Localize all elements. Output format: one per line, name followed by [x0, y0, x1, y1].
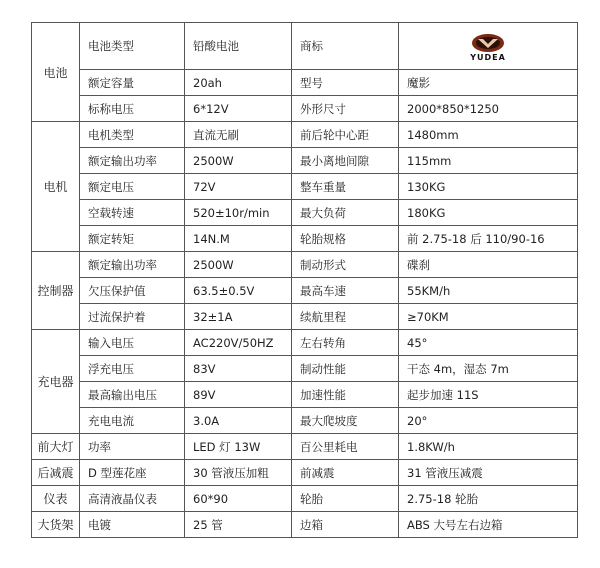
- spec-value: 72V: [185, 174, 292, 200]
- spec-label: 外形尺寸: [292, 96, 399, 122]
- brand-logo-text: YUDEA: [470, 52, 506, 62]
- spec-value: ABS 大号左右边箱: [399, 512, 578, 538]
- table-row: [32, 122, 578, 148]
- spec-label: 最大负荷: [292, 200, 399, 226]
- spec-value: 60*90: [185, 486, 292, 512]
- spec-value: 89V: [185, 382, 292, 408]
- spec-label: 电池类型: [80, 23, 185, 70]
- spec-value: 2000*850*1250: [399, 96, 578, 122]
- spec-value: LED 灯 13W: [185, 434, 292, 460]
- spec-value: 魔影: [399, 70, 578, 96]
- group-label: 大货架: [32, 512, 80, 538]
- spec-value: 30 管液压加粗: [185, 460, 292, 486]
- spec-label: 额定输出功率: [80, 148, 185, 174]
- brand-logo-cell: [399, 23, 578, 70]
- spec-label: 制动性能: [292, 356, 399, 382]
- spec-label: 最小离地间隙: [292, 148, 399, 174]
- table-row: [32, 460, 578, 486]
- table-row: [32, 512, 578, 538]
- group-label: 电池: [32, 23, 80, 122]
- spec-value: 2500W: [185, 148, 292, 174]
- spec-value: 碟刹: [399, 252, 578, 278]
- spec-label: 轮胎: [292, 486, 399, 512]
- spec-value: 20°: [399, 408, 578, 434]
- table-row: [32, 278, 578, 304]
- spec-value: 3.0A: [185, 408, 292, 434]
- table-row: [32, 252, 578, 278]
- spec-value: 83V: [185, 356, 292, 382]
- spec-label: 电镀: [80, 512, 185, 538]
- spec-label: 续航里程: [292, 304, 399, 330]
- spec-value: 55KM/h: [399, 278, 578, 304]
- spec-label: 最高车速: [292, 278, 399, 304]
- spec-value: 铅酸电池: [185, 23, 292, 70]
- group-label: 仪表: [32, 486, 80, 512]
- group-label: 后减震: [32, 460, 80, 486]
- spec-label: 加速性能: [292, 382, 399, 408]
- spec-label: 过流保护着: [80, 304, 185, 330]
- table-row: [32, 382, 578, 408]
- table-row: [32, 330, 578, 356]
- spec-value: 6*12V: [185, 96, 292, 122]
- spec-label: 型号: [292, 70, 399, 96]
- spec-value: 起步加速 11S: [399, 382, 578, 408]
- spec-label: 边箱: [292, 512, 399, 538]
- spec-label: 额定输出功率: [80, 252, 185, 278]
- spec-value: 31 管液压减震: [399, 460, 578, 486]
- spec-value: 前 2.75-18 后 110/90-16: [399, 226, 578, 252]
- table-row: [32, 486, 578, 512]
- spec-label: 前后轮中心距: [292, 122, 399, 148]
- spec-label: 额定转矩: [80, 226, 185, 252]
- table-row: [32, 434, 578, 460]
- spec-label: D 型莲花座: [80, 460, 185, 486]
- spec-value: 2500W: [185, 252, 292, 278]
- spec-value: ≥70KM: [399, 304, 578, 330]
- spec-label: 充电电流: [80, 408, 185, 434]
- spec-value: 45°: [399, 330, 578, 356]
- table-row: [32, 96, 578, 122]
- spec-value: 14N.M: [185, 226, 292, 252]
- group-label: 充电器: [32, 330, 80, 434]
- spec-value: 20ah: [185, 70, 292, 96]
- spec-label: 欠压保护值: [80, 278, 185, 304]
- group-label: 电机: [32, 122, 80, 252]
- spec-label: 左右转角: [292, 330, 399, 356]
- spec-value: 1.8KW/h: [399, 434, 578, 460]
- group-label: 前大灯: [32, 434, 80, 460]
- spec-label: 最大爬坡度: [292, 408, 399, 434]
- table-row: [32, 304, 578, 330]
- spec-value: 130KG: [399, 174, 578, 200]
- spec-label: 制动形式: [292, 252, 399, 278]
- spec-label: 前减震: [292, 460, 399, 486]
- spec-value: AC220V/50HZ: [185, 330, 292, 356]
- spec-value: 2.75-18 轮胎: [399, 486, 578, 512]
- brand-logo-icon: [471, 33, 505, 53]
- table-row: [32, 226, 578, 252]
- spec-label: 高清液晶仪表: [80, 486, 185, 512]
- spec-value: 115mm: [399, 148, 578, 174]
- spec-label: 额定容量: [80, 70, 185, 96]
- spec-value: 180KG: [399, 200, 578, 226]
- spec-value: 直流无刷: [185, 122, 292, 148]
- spec-label: 输入电压: [80, 330, 185, 356]
- group-label: 控制器: [32, 252, 80, 330]
- spec-label: 轮胎规格: [292, 226, 399, 252]
- spec-label: 整车重量: [292, 174, 399, 200]
- spec-label: 标称电压: [80, 96, 185, 122]
- table-row: [32, 200, 578, 226]
- table-row: [32, 356, 578, 382]
- spec-label: 电机类型: [80, 122, 185, 148]
- table-row: [32, 23, 578, 70]
- spec-label: 最高输出电压: [80, 382, 185, 408]
- spec-label: 额定电压: [80, 174, 185, 200]
- table-row: [32, 148, 578, 174]
- brand-logo: [470, 33, 506, 62]
- spec-value: 32±1A: [185, 304, 292, 330]
- spec-value: 干态 4m，湿态 7m: [399, 356, 578, 382]
- spec-label: 空载转速: [80, 200, 185, 226]
- table-row: [32, 70, 578, 96]
- table-row: [32, 174, 578, 200]
- spec-table: [31, 22, 578, 538]
- spec-label: 商标: [292, 23, 399, 70]
- spec-label: 百公里耗电: [292, 434, 399, 460]
- spec-table-body: [32, 23, 578, 538]
- spec-value: 520±10r/min: [185, 200, 292, 226]
- spec-value: 25 管: [185, 512, 292, 538]
- spec-value: 63.5±0.5V: [185, 278, 292, 304]
- spec-value: 1480mm: [399, 122, 578, 148]
- spec-label: 浮充电压: [80, 356, 185, 382]
- table-row: [32, 408, 578, 434]
- spec-label: 功率: [80, 434, 185, 460]
